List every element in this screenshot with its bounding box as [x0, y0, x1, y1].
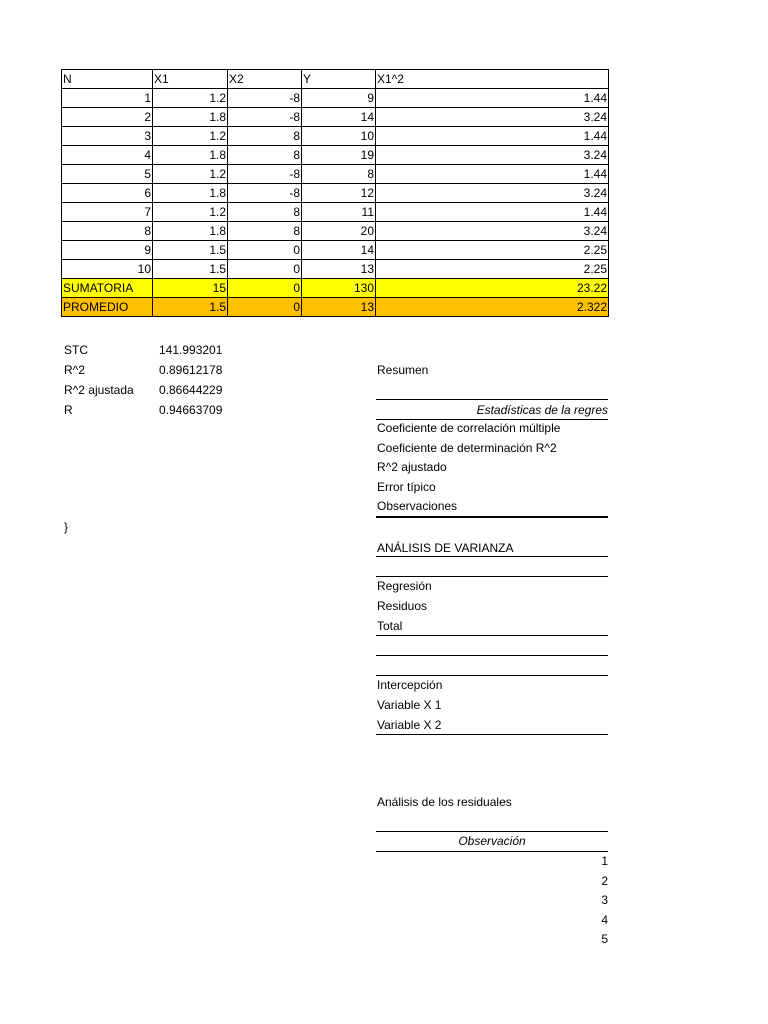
table-cell: 15	[153, 279, 228, 298]
table-cell: 2	[62, 108, 153, 127]
table-row	[62, 203, 609, 222]
table-cell: 1.44	[376, 127, 609, 146]
table-row	[62, 222, 609, 241]
table-row	[62, 165, 609, 184]
table-cell: 1.2	[153, 89, 228, 108]
table-cell: 1.44	[376, 203, 609, 222]
stat-value: 0.89612178	[159, 363, 223, 377]
stray-brace: }	[64, 520, 69, 534]
table-cell: 2.25	[376, 260, 609, 279]
table-cell: 2.25	[376, 241, 609, 260]
divider	[376, 556, 608, 557]
table-cell: 0	[228, 298, 302, 317]
table-row	[62, 108, 609, 127]
observation-number: 1	[601, 854, 608, 868]
table-cell: 12	[302, 184, 376, 203]
table-cell: 5	[62, 165, 153, 184]
table-cell: 14	[302, 241, 376, 260]
table-cell: N	[62, 70, 153, 89]
table-cell: 1.2	[153, 203, 228, 222]
stat-value: 0.94663709	[159, 403, 223, 417]
anova-item: Total	[377, 619, 403, 633]
table-cell: 2.322	[376, 298, 609, 317]
table-cell: 13	[302, 298, 376, 317]
observation-number: 4	[601, 912, 608, 927]
anova-item: Regresión	[377, 579, 432, 593]
divider	[376, 734, 608, 735]
table-cell: -8	[228, 165, 302, 184]
observation-number: 5	[601, 932, 608, 946]
table-row	[62, 184, 609, 203]
table-cell: 6	[62, 184, 153, 203]
table-cell: 7	[62, 203, 153, 222]
table-cell: -8	[228, 89, 302, 108]
table-cell: 1.8	[153, 108, 228, 127]
data-table	[61, 69, 609, 317]
table-cell: 1.8	[153, 146, 228, 165]
divider	[376, 655, 608, 656]
table-cell: 10	[62, 260, 153, 279]
average-row	[62, 298, 609, 317]
observation-header: Observación	[458, 834, 526, 848]
table-cell: 0	[228, 241, 302, 260]
table-cell: SUMATORIA	[62, 279, 153, 298]
table-cell: 3.24	[376, 184, 609, 203]
table-cell: 20	[302, 222, 376, 241]
table-cell: 130	[302, 279, 376, 298]
stat-label: STC	[64, 343, 88, 357]
table-cell: 3	[62, 127, 153, 146]
regression-stat-item: R^2 ajustado	[377, 460, 447, 474]
table-cell: 3.24	[376, 108, 609, 127]
table-cell: 10	[302, 127, 376, 146]
table-cell: -8	[228, 108, 302, 127]
table-cell: 8	[228, 203, 302, 222]
table-header-row	[62, 70, 609, 89]
divider	[376, 635, 608, 636]
table-cell: 19	[302, 146, 376, 165]
table-cell: Y	[302, 70, 376, 89]
table-cell: 8	[228, 127, 302, 146]
table-row	[62, 241, 609, 260]
coefficient-item: Variable X 1	[377, 698, 442, 712]
table-cell: 1.5	[153, 298, 228, 317]
anova-item: Residuos	[377, 599, 428, 613]
sum-row	[62, 279, 609, 298]
table-cell: 9	[302, 89, 376, 108]
table-cell: 1.2	[153, 127, 228, 146]
table-row	[62, 127, 609, 146]
table-cell: 9	[62, 241, 153, 260]
table-row	[62, 89, 609, 108]
table-cell: X1	[153, 70, 228, 89]
table-cell: X2	[228, 70, 302, 89]
table-cell: 1.5	[153, 241, 228, 260]
table-row	[62, 146, 609, 165]
table-cell: 1.8	[153, 184, 228, 203]
table-cell: 11	[302, 203, 376, 222]
table-cell: X1^2	[376, 70, 609, 89]
regression-stat-item: Error típico	[377, 479, 436, 494]
table-cell: 1.44	[376, 165, 609, 184]
stat-label: R^2	[64, 363, 85, 377]
table-cell: 0	[228, 260, 302, 279]
coefficient-item: Variable X 2	[377, 718, 442, 732]
table-cell: 23.22	[376, 279, 609, 298]
regression-stat-item: Coeficiente de determinación R^2	[377, 440, 557, 455]
summary-title: Resumen	[377, 363, 429, 377]
stat-label: R^2 ajustada	[64, 383, 134, 397]
table-cell: PROMEDIO	[62, 298, 153, 317]
divider	[376, 516, 608, 518]
residuals-title: Análisis de los residuales	[377, 795, 512, 809]
table-cell: 8	[228, 222, 302, 241]
table-cell: 1.44	[376, 89, 609, 108]
stat-value: 0.86644229	[159, 383, 223, 397]
table-cell: 14	[302, 108, 376, 127]
stats-header: Estadísticas de la regres	[476, 403, 608, 417]
anova-title: ANÁLISIS DE VARIANZA	[377, 541, 514, 555]
observation-number: 2	[601, 873, 608, 888]
stat-value: 141.993201	[159, 343, 223, 357]
table-cell: 1.5	[153, 260, 228, 279]
table-cell: 0	[228, 279, 302, 298]
observation-number: 3	[601, 893, 608, 907]
table-cell: 8	[302, 165, 376, 184]
table-cell: 1.8	[153, 222, 228, 241]
stat-label: R	[64, 403, 73, 417]
coefficient-item: Intercepción	[377, 678, 443, 692]
divider	[376, 399, 608, 400]
table-cell: 8	[62, 222, 153, 241]
table-cell: 3.24	[376, 222, 609, 241]
table-cell: 4	[62, 146, 153, 165]
table-cell: 3.24	[376, 146, 609, 165]
table-cell: -8	[228, 184, 302, 203]
table-cell: 1	[62, 89, 153, 108]
table-cell: 13	[302, 260, 376, 279]
table-row	[62, 260, 609, 279]
table-cell: 8	[228, 146, 302, 165]
regression-stat-item: Observaciones	[377, 499, 458, 513]
regression-stat-item: Coeficiente de correlación múltiple	[377, 421, 561, 435]
table-cell: 1.2	[153, 165, 228, 184]
